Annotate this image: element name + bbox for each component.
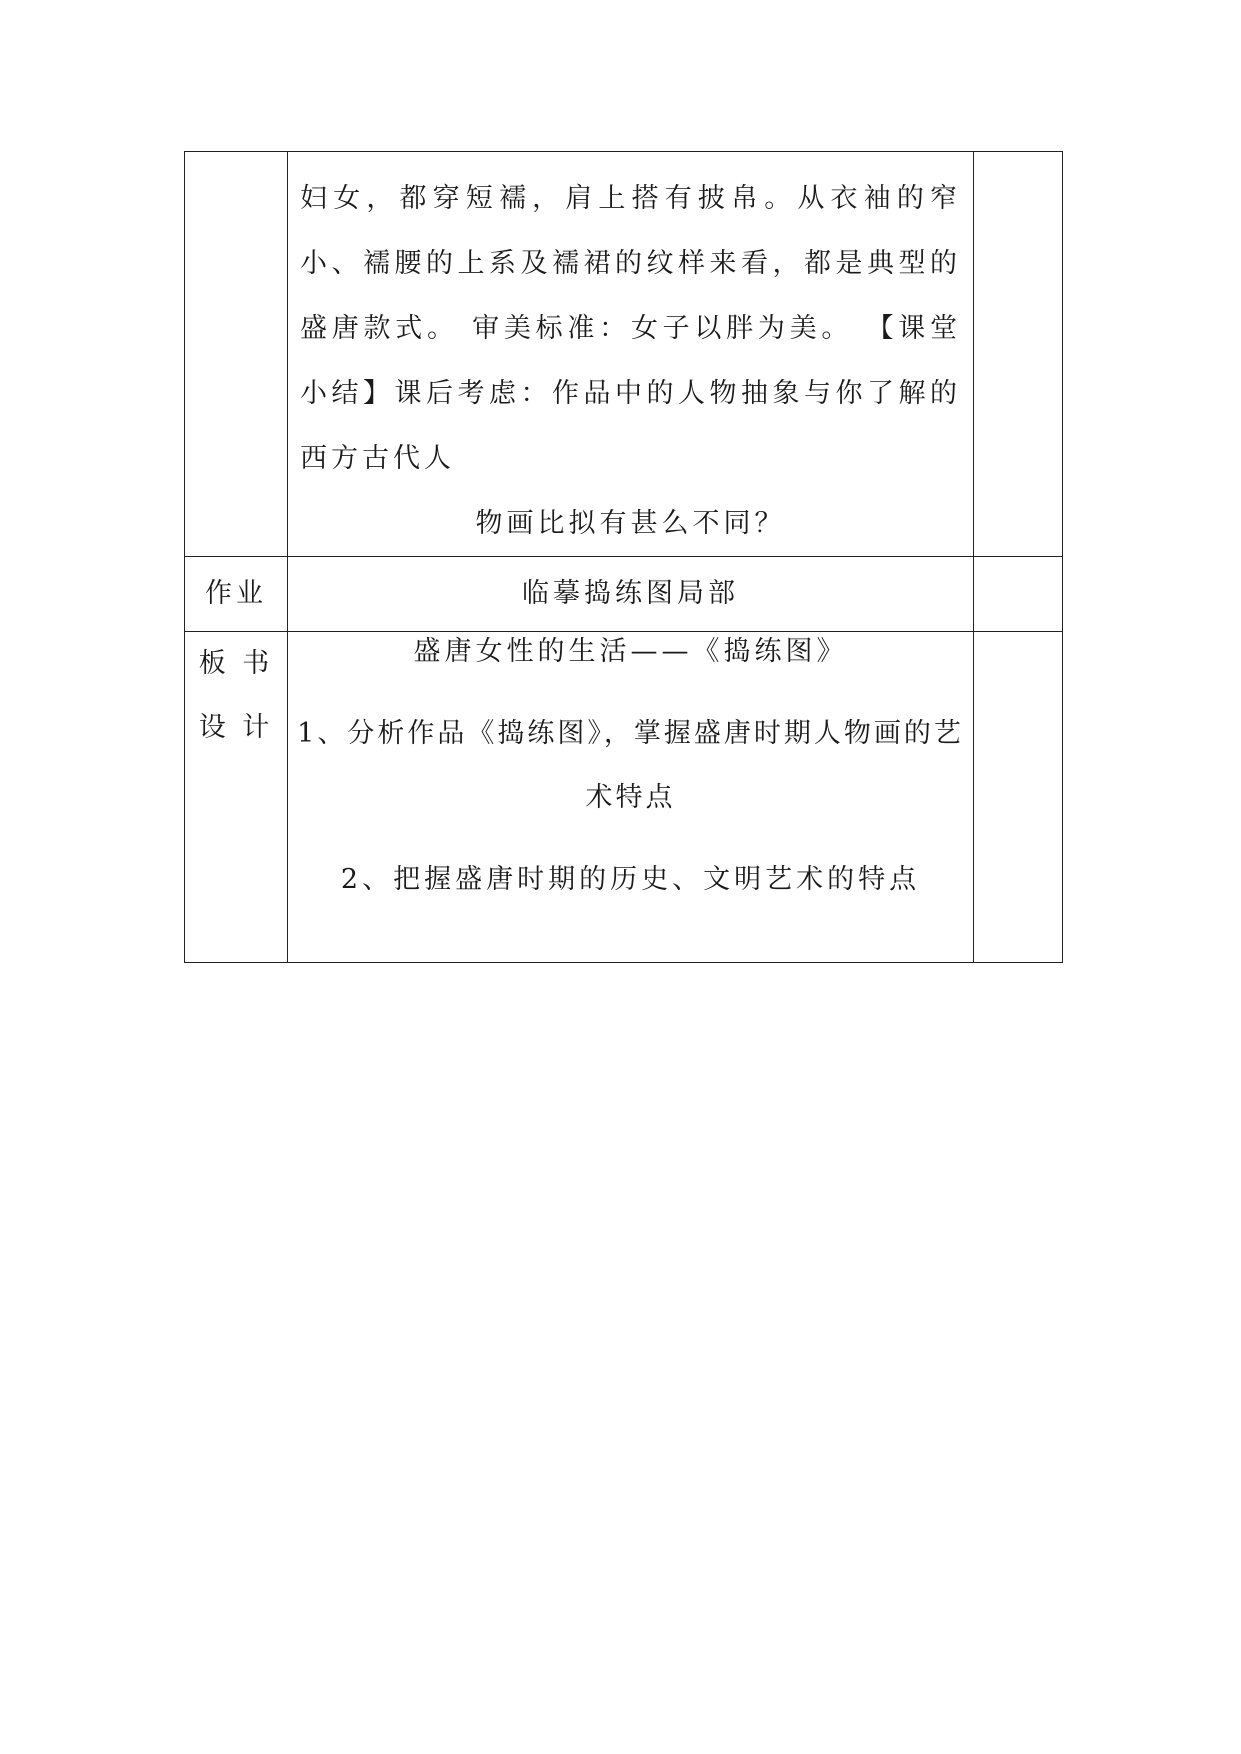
- board-remark-cell: [974, 632, 1063, 963]
- homework-label: 作业: [185, 557, 288, 632]
- board-label-line-2: 设 计: [198, 712, 274, 743]
- content-text-cell: [288, 152, 974, 557]
- board-design-label: [185, 632, 288, 963]
- content-remark-cell: [974, 152, 1063, 557]
- content-last-line: 物画比拟有甚么不同？: [475, 508, 786, 539]
- board-item-2: 2、把握盛唐时期的历史、文明艺术的特点: [340, 864, 921, 895]
- content-row: [185, 152, 1063, 557]
- board-label-line-1: 板 书: [198, 648, 274, 679]
- homework-remark-cell: [974, 557, 1063, 632]
- lesson-plan-table: [184, 151, 1063, 963]
- board-design-content: [288, 632, 974, 963]
- content-label-cell: [185, 152, 288, 557]
- content-line-3: 式。 审美标准：女子以胖为美。 【课堂小结】课: [300, 313, 961, 409]
- board-item-1: 1、分析作品《捣练图》，掌握盛唐时期人物画的艺术特点: [297, 718, 964, 813]
- content-line-4: 后考虑：作品中的人物抽象与你了解的西方古代人: [300, 378, 961, 474]
- homework-text: 临摹捣练图局部: [288, 557, 974, 632]
- homework-row: [185, 557, 1063, 632]
- content-line-1: 妇女，都穿短襦，肩上搭有披帛。从衣袖的窄小、: [300, 183, 961, 279]
- board-design-row: [185, 632, 1063, 963]
- content-line-2: 襦腰的上系及襦裙的纹样来看，都是典型的盛唐款: [300, 248, 961, 344]
- content-paragraph: [288, 152, 973, 556]
- board-title: 盛唐女性的生活——《捣练图》: [413, 636, 848, 667]
